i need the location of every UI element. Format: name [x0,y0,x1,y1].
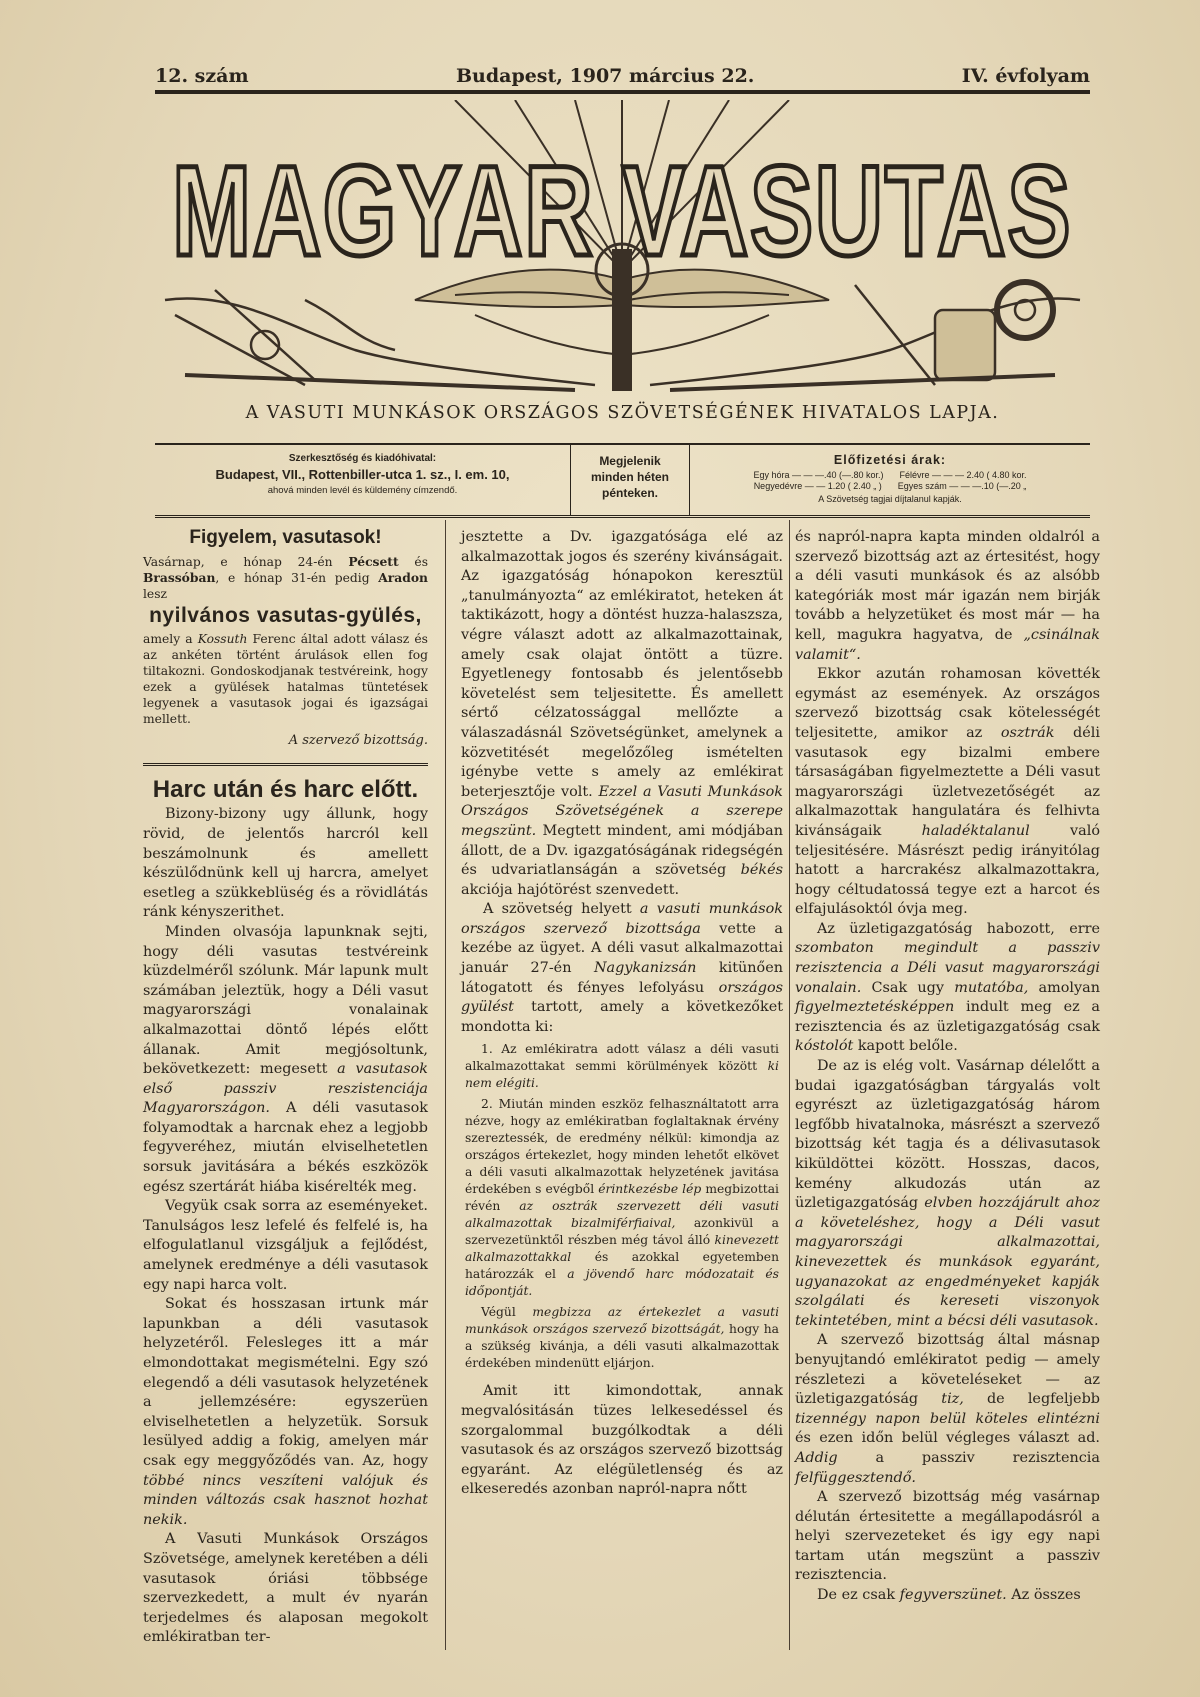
italic-run: békés [740,862,783,879]
text-run: való teljesitésére. Másrészt pedig irányitólag hatott a harcrakész alkalmazottakra, hogy céltudatossá tegye ezt a harcot és elfajulásoktól óvja meg. [795,822,1100,918]
text-run: 2. Miután minden eszköz felhasználtatott arra nézve, hogy az emlékiratban foglaltaknak érvény szereztessék, de eredmény nélkül: kimondja az országos értekezlet, hogy minden lehetőt elkövet a déli vasuti alkalmazottak helyzetének javitása érdekében s evégből [465,1097,779,1197]
issue-volume: IV. évfolyam [961,65,1090,87]
notice-title: Figyelem, vasutasok! [189,527,382,548]
price-item: Negyedévre — — 1.20 ( 2.40 „ ) [753,481,882,491]
paragraph: A szervező bizottság még vasárnap délután értesitette a megállapodásról a helyi szervezeteket és igy egy napi tartam után megszünt a passziv rezisztencia. [795,1489,1100,1584]
italic-run: országos gyülést [461,979,783,1016]
italic-run: szombaton megindult a passziv rezisztencia a Déli vasut magyarországi vonalain. [795,940,1100,996]
text-run: jesztette a Dv. igazgatósága elé az alkalmazottak jogos és szerény kivánságait. Az igazgatóság hónapokon keresztül „tanulmányozta“ az emlékiratot, heteken át taktikázott, hogy a döntést huzza-halaszsza, végre választ adott az alkalmazottainak, amely csak olajat öntött a tüzre. Egyetlenegy fontosabb és jelentősebb követelést sem teljesitette. És amellett sértő célzatossággal mellőzte a válaszadásnál Szövetségünket, amelynek a közvetitését megelőzőleg ismételten igénybe vette s amely az emlékirat beterjesztője volt. [461,529,783,800]
italic-run: tizennégy napon belül köteles elintézni [795,1410,1100,1427]
paragraph [143,923,428,1197]
notice-text: lesz [143,586,167,601]
column-1 [143,528,428,1648]
italic-run: felfüggesztendő. [795,1469,916,1486]
price-item: Egyes szám — — —.10 (—.20 „ [897,481,1027,491]
paragraph [795,1586,1100,1606]
text-run: a passziv rezisztencia [837,1449,1100,1466]
italic-run: Ezzel a Vasuti Munkások Országos Szövetségének a szerepe megszünt. [461,783,784,839]
paragraph: Amit itt kimondottak, annak megvalósitásán tüzes lelkesedéssel és szorgalommal buzgólkodtak a déli vasutasok és az országos szervező bizottság egyaránt. Az elégületlenség és az elkeseredés azonban napról-napra nőtt [461,1383,783,1498]
text-run: azonkivül a szervezetünktől részben még távol álló [465,1216,779,1248]
text-run: De az is elég volt. Vasárnap délelőtt a budai igazgatóságban tárgyalás volt egyrészt az üzletigazgatóság három legfőbb hivatalnoka, másrészt a szervező bizottság két tagja és a délivasutasok kiküldöttei között. Hosszas, dacos, kemény alkudozás után az üzletigazgatóság [795,1058,1100,1212]
text-run: A szervező bizottság által másnap benyujtandó emlékiratot pedig — amely részletezi a követeléseket — az üzletigazgatóság [795,1332,1100,1408]
notice-body [143,554,428,602]
article-title: Harc után és harc előtt. [152,775,419,803]
prices-title: Előfizetési árak: [833,453,947,467]
notice-place: Pécsett [348,553,399,569]
issue-date: Budapest, 1907 március 22. [455,65,755,87]
italic-run: osztrák [1000,724,1055,741]
notice-place: Brassóban [143,569,216,585]
text-run: De ez csak [817,1587,900,1604]
text-run: Minden olvasója lapunknak sejti, hogy déli vasutas testvéreink küzdelméről szólunk. Már lapunk mult számában jeleztük, hogy a Déli vasut magyarországi vonalainak alkalmazottai döntő lépés előtt állanak. Amit megjósoltunk, bekövetkezett: megesett [143,923,428,1078]
text-run: A szövetség helyett [483,901,640,918]
notice-body [143,631,428,727]
issue-number: 12. szám [155,65,249,87]
text-run: amolyan [1028,979,1101,996]
text-run: Csak ugy [861,979,955,996]
price-row [690,470,1090,481]
text-run: hogy ha a szükség kivánja, a déli vasuti alkalmazottak érdekében mindenütt eljárjon. [465,1322,779,1371]
italic-run: az osztrák szervezett déli vasuti alkalmazottak bizalmiférfiaival, [465,1199,779,1231]
resolution [465,1096,779,1300]
masthead-title: MAGYAR VASUTAS [172,140,1072,283]
text-run: Megtett mindent, ami módjában állott, de a Dv. igazgatóságának ridegségén és udvariatlanságán a szövetség [461,822,783,879]
notice-text: Ferenc által adott válasz és az ankéten történt árulások ellen fog tiltakozni. Gondoskodjanak testvéreink, hogy ezek a gyülések hatalmas tüntetések legyenek a vasutasok jogai és igazságai mellett. [143,632,428,727]
text-run: és napról-napra kapta minden oldalról a szervező bizottság azt az értesitést, hogy a déli vasuti munkások és az alsóbb kategóriák most már igazán nem birják tovább a helyzetüket és most már — ha kell, magukra hagyatva, de [795,529,1100,643]
publication-line: Megjelenik [599,454,661,468]
notice-text: és [398,554,428,569]
notice-place: Aradon [378,569,428,585]
text-run: tartott, amely a következőket mondotta ki: [461,999,783,1035]
notice-text: Vasárnap, e hónap 24-én [143,554,349,569]
section-divider [143,763,428,766]
resolution [465,1041,779,1092]
price-note: A Szövetség tagjai díjtalanul kapják. [818,494,962,504]
paragraph: A Vasuti Munkások Országos Szövetsége, amelynek keretében a déli vasutasok óriási többsége szervezkedett, a mult év nyarán terjedelmes és alaposan megokolt emlékiratban ter- [143,1531,428,1646]
text-run: Az üzletigazgatóság habozott, erre [817,920,1100,937]
text-run: indult meg ez a rezisztencia és az üzletigazgatóság csak [795,999,1100,1035]
column-divider [789,520,790,1650]
paragraph [795,528,1100,665]
price-item: Egy hóra — — —.40 (—.80 kor.) [753,470,884,480]
notice-text: , e hónap 31-én pedig [215,570,379,585]
editorial-address: Budapest, VII., Rottenbiller-utca 1. sz., I. em. 10, [215,467,510,482]
notice-emphasis: nyilvános vasutas-gyülés, [149,603,422,627]
editorial-label: Szerkesztőség és kiadóhivatal: [288,453,437,464]
paragraph [795,1331,1100,1488]
italic-run: kóstolót [795,1038,854,1055]
paragraph [795,665,1100,920]
text-run: megbizottai révén [465,1182,779,1214]
paragraph [461,900,783,1037]
italic-run: érintkezésbe lép [598,1182,702,1197]
text-run: vette a kezébe az ügyet. A déli vasut alkalmazottai január 27-én [461,920,783,977]
paragraph: Bizony-bizony ugy állunk, hogy rövid, de jelentős harcról kell beszámolnunk és amellett készülődnünk kell uj harcra, amelyet esetleg a szükkeblüség és a rövidlátás ránk kényszerithet. [143,806,428,921]
notice-name: Kossuth [197,632,248,647]
text-run: Az összes [1006,1587,1081,1604]
publication-line: minden héten [590,470,669,484]
text-run: déli vasutasok egy bizalmi embere társaságában figyelmeztette a Déli vasut magyarországi üzletvezetőségét az alkalmazottak hangulatára és felhivta kivánságaik [795,724,1100,839]
italic-run: mutatóba, [954,979,1029,996]
text-run: 1. Az emlékiratra adott válasz a déli vasuti alkalmazottakat semmi körülmények között [465,1042,779,1074]
editorial-info [155,445,570,515]
column-3 [795,528,1100,1606]
editorial-address-note: ahová minden levél és küldemény címzendő. [267,485,458,496]
text-run: akciója hajótörést szenvedett. [461,881,680,898]
subscription-prices [690,445,1090,515]
column-2 [461,528,783,1500]
paragraph [143,1295,428,1530]
text-run: kitünően látogatott és fényes lefolyásu [461,960,783,996]
info-bar [155,443,1090,518]
italic-run: haladéktalanul [921,822,1030,839]
italic-run: tiz, [941,1391,964,1408]
text-run: Végül [481,1305,533,1320]
italic-run: Addig [795,1449,838,1466]
notice-signature: A szervező bizottság. [288,733,428,749]
text-run: de legfeljebb [963,1391,1100,1408]
italic-run: „csinálnak valamit“. [795,626,1100,663]
price-item: Félévre — — — 2.40 ( 4.80 kor. [899,470,1027,480]
paragraph [795,1057,1100,1331]
italic-run: a jövendő harc módozatait és időpontját. [465,1267,779,1299]
paragraph: Vegyük csak sorra az eseményeket. Tanulságos lesz lefelé és felfelé is, ha elfogulatlanul vizsgáljuk a fejlődést, amelynek eredménye a déli vasutasok egy napi harca volt. [143,1198,428,1293]
italic-run: a vasuti munkások országos szervező bizottsága [461,901,783,937]
italic-run: többé nincs veszíteni valójuk és minden változás csak hasznot hozhat nekik. [143,1472,428,1528]
text-run: és azokkal egyetemben határozzák el [465,1250,779,1282]
italic-run: elvben hozzájárult ahoz a követeléshez, hogy a Déli vasut magyarországi alkalmazottai, kinevezettek és munkások egyaránt, ugyanazokat az engedményeket kapják szolgálati és kereseti viszonyok tekintetében, mint a bécsi déli vasutasok. [795,1195,1100,1329]
italic-run: a vasutasok első passziv reszistenciája Magyarországon. [143,1061,429,1117]
masthead-subtitle: A VASUTI MUNKÁSOK ORSZÁGOS SZÖVETSÉGÉNEK HIVATALOS LAPJA. [245,403,1000,423]
column-divider [445,520,446,1650]
italic-run: megbizza az értekezlet a vasuti munkások országos szervező bizottságát, [465,1305,779,1337]
text-run: A déli vasutasok folyamodtak a harcnak ehez a legjobb fegyveréhez, miután elviselhetetlen sorsuk javitására a békés eszközök egész szertárát hiába kisérelték meg. [143,1100,428,1195]
italic-run: kinevezett alkalmazottakkal [465,1233,779,1265]
paragraph [795,920,1100,1057]
italic-run: Nagykanizsán [593,960,697,977]
italic-run: ki nem elégiti. [465,1059,779,1091]
text-run: Sokat és hosszasan irtunk már lapunkban a déli vasutasok helyzetéről. Felesleges itt a már elmondottakat megismételni. Egy szó elegendő a déli vasutasok helyzetének a jellemzésére: egyszerüen elviselhetetlen a helyzetük. Sorsuk lesülyed addig a fokig, amelyen már csak egy meggyőződés van. Az, hogy [143,1296,428,1469]
issue-header [155,60,1090,94]
price-row [690,481,1090,492]
paragraph [461,528,783,900]
italic-run: figyelmeztetésképpen [795,999,955,1016]
text-run: és ezen időn belül végleges választ ad. [795,1430,1100,1447]
masthead [155,100,1090,400]
resolution [465,1304,779,1372]
italic-run: fegyverszünet. [899,1587,1007,1604]
publication-info [570,445,690,515]
notice-text: amely a [143,632,198,647]
publication-line: pénteken. [601,486,658,500]
text-run: kapott belőle. [853,1038,958,1055]
masthead-illustration [155,100,1090,400]
text-run: Ekkor azután rohamosan követték egymást az események. Az országos szervező bizottság csak kötelességét teljesitette, amikor az [795,666,1100,741]
resolutions [461,1037,783,1382]
